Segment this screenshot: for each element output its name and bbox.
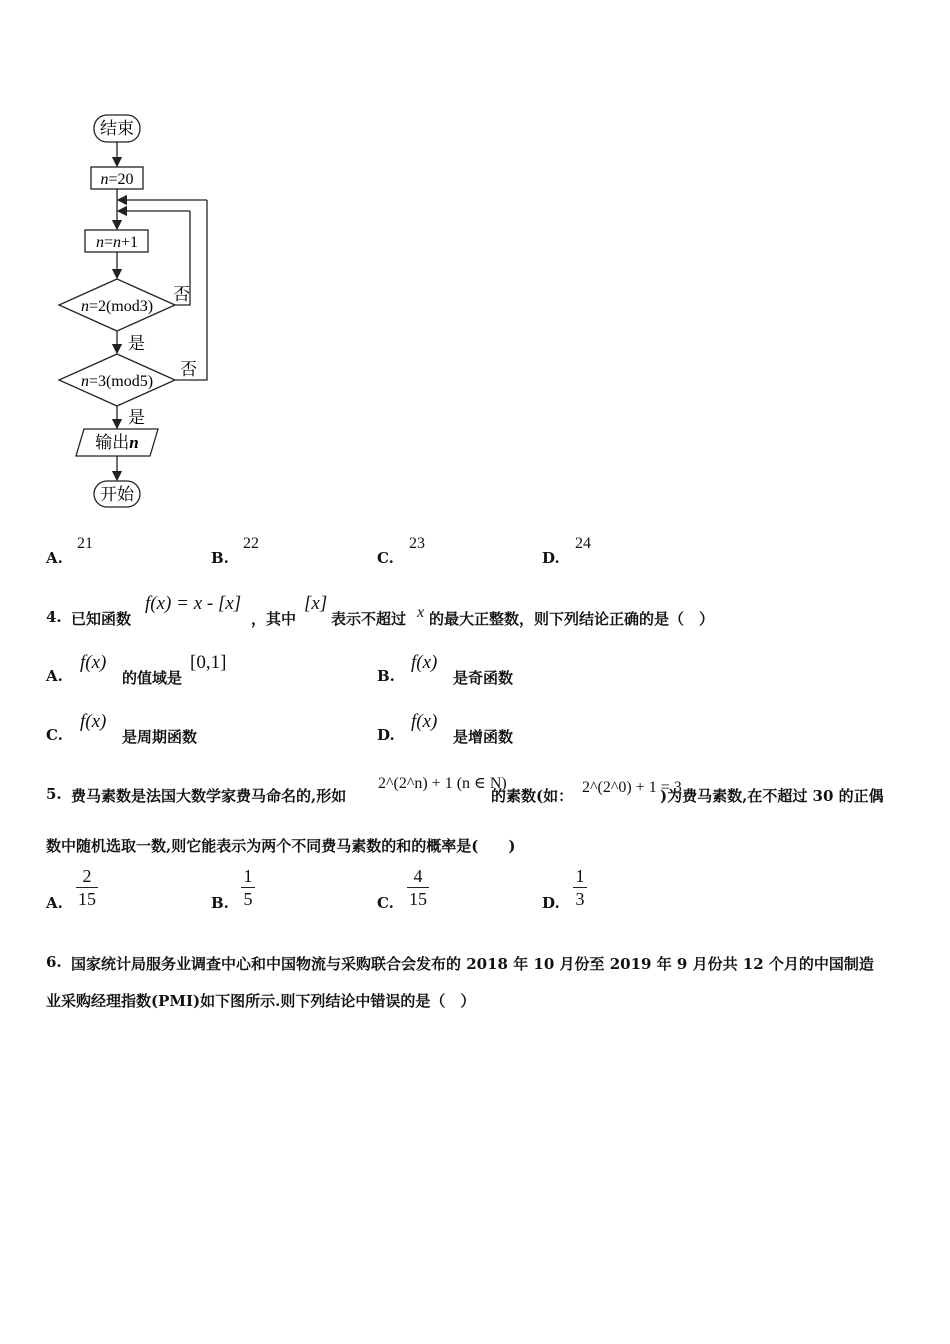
q4-option-d-fx: f(x) [411,711,438,732]
flow-output-label: 输出n [95,433,139,452]
q5-option-a-label: A. [46,894,63,912]
flow-yes-label-2: 是 [128,408,145,427]
q6-number: 6. [46,953,62,971]
flow-no-label-2: 否 [180,360,197,379]
q5-option-a-den: 15 [78,889,96,909]
flowchart [0,0,260,520]
q5-stem-1: 费马素数是法国大数学家费马命名的,形如 [71,787,347,805]
q3-option-d-value: 24 [575,535,591,552]
q3-option-c-value: 23 [409,535,425,552]
q5-stem-line2: 数中随机选取一数,则它能表示为两个不同费马素数的和的概率是( ) [46,837,516,855]
q4-option-a-fx: f(x) [80,652,107,673]
q5-option-d-fraction [573,866,587,909]
q4-option-b-text: 是奇函数 [453,669,514,687]
q5-formula: 2^(2^n) + 1 (n ∈ N) [378,775,507,792]
q3-option-c-label: C. [377,549,394,567]
q4-stem-3: 表示不超过 [331,610,407,628]
q5-option-c-num: 4 [413,866,423,886]
q5-option-b-fraction [241,866,255,909]
q4-stem-4: 的最大正整数，则下列结论正确的是（ ） [429,610,715,628]
q5-option-d-num: 1 [575,866,585,886]
flow-cond2-label: n=3(mod5) [80,373,154,390]
q5-option-b-num: 1 [243,866,253,886]
q5-option-a-num: 2 [82,866,92,886]
q3-option-d-label: D. [542,549,560,567]
q4-option-b-fx: f(x) [411,652,438,673]
q4-option-d-label: D. [377,726,395,744]
flow-no-label-1: 否 [173,285,190,304]
q5-stem-2: 的素数(如： [491,787,574,805]
flow-end-label: 开始 [100,485,134,504]
q6-line-2: 业采购经理指数(PMI)如下图所示.则下列结论中错误的是（ ） [46,992,476,1010]
q4-number: 4. [46,608,62,626]
flow-yes-label-1: 是 [128,334,145,353]
q4-option-c-text: 是周期函数 [122,728,198,746]
q4-stem-1: 已知函数 [71,610,132,628]
q5-option-c-fraction [407,866,429,909]
q4-option-a-label: A. [46,667,63,685]
q5-option-b-label: B. [211,894,229,912]
q4-formula: f(x) = x - [x] [145,593,242,614]
q4-option-c-label: C. [46,726,63,744]
q3-option-b-value: 22 [243,535,259,552]
flow-init-label: n=20 [100,171,134,188]
q5-option-b-den: 5 [243,889,253,909]
q5-option-c-label: C. [377,894,394,912]
flow-step-label: n=n+1 [95,234,139,251]
q4-option-a-text: 的值域是 [122,669,183,687]
q4-option-c-fx: f(x) [80,711,107,732]
flow-cond1-label: n=2(mod3) [80,298,154,315]
q4-option-a-range: [0,1] [190,652,227,673]
q6-line-1: 国家统计局服务业调查中心和中国物流与采购联合会发布的 2018 年 10 月份至 2019 年 9 月份共 12 个月的中国制造 [71,955,874,973]
q5-example: 2^(2^0) + 1 = 3 [582,779,682,796]
q4-option-d-text: 是增函数 [453,728,514,746]
q5-option-d-label: D. [542,894,560,912]
q3-option-a-label: A. [46,549,63,567]
q3-option-b-label: B. [211,549,229,567]
q4-option-b-label: B. [377,667,395,685]
flow-start-label: 结束 [100,119,134,138]
q5-number: 5. [46,785,62,803]
q4-stem-2: ，其中 [251,610,297,628]
q3-option-a-value: 21 [77,535,93,552]
q5-option-d-den: 3 [575,889,585,909]
q5-option-c-den: 15 [409,889,427,909]
q5-stem-3: )为费马素数,在不超过 30 的正偶 [660,787,884,805]
q4-x: x [417,604,425,621]
q5-option-a-fraction [76,866,98,909]
q4-bracket-x: [x] [304,593,328,614]
